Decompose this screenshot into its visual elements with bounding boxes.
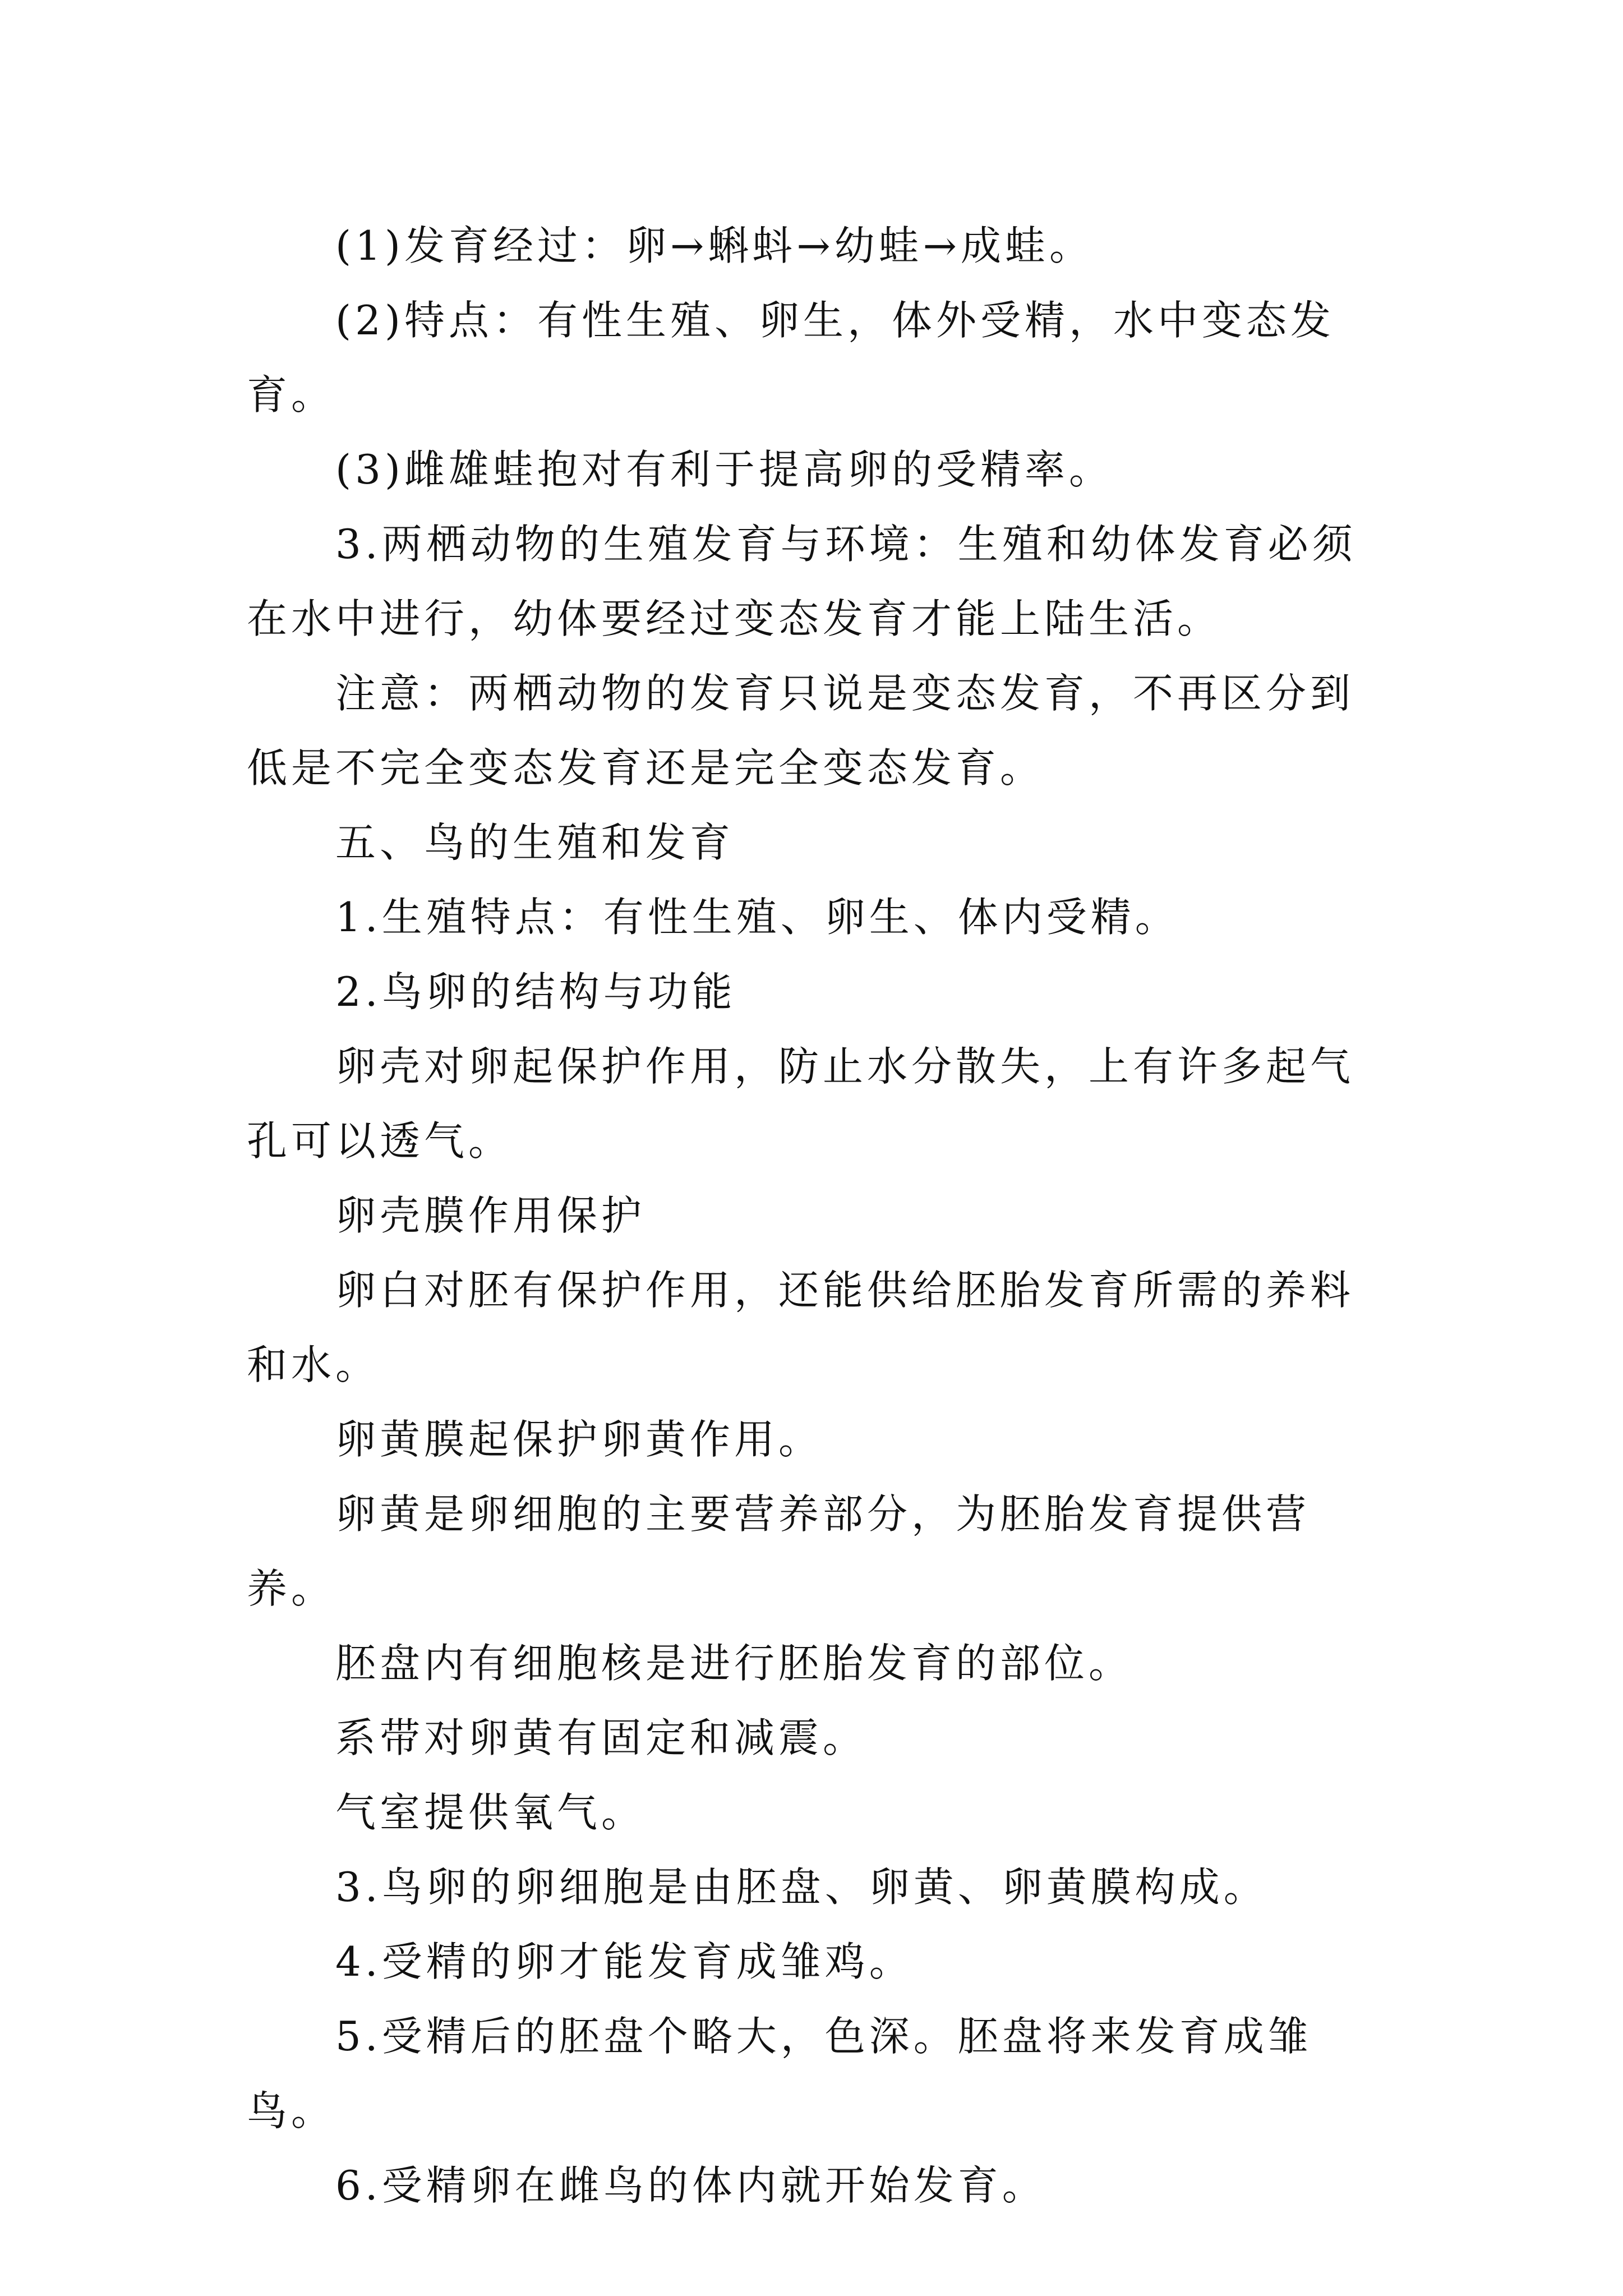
paragraph: (1)发育经过：卵→蝌蚪→幼蛙→成蛙。 — [335, 222, 1094, 269]
paragraph: 卵黄是卵细胞的主要营养部分，为胚胎发育提供营养。 — [247, 1490, 1311, 1612]
paragraph: 6.受精卵在雌鸟的体内就开始发育。 — [335, 2162, 1046, 2209]
paragraph: 2.鸟卵的结构与功能 — [335, 968, 736, 1015]
paragraph: 卵白对胚有保护作用，还能供给胚胎发育所需的养料和水。 — [247, 1267, 1355, 1388]
paragraph: 3.鸟卵的卵细胞是由胚盘、卵黄、卵黄膜构成。 — [335, 1864, 1268, 1911]
paragraph: 4.受精的卵才能发育成雏鸡。 — [335, 1938, 914, 1985]
paragraph: 5.受精后的胚盘个略大，色深。胚盘将来发育成雏鸟。 — [247, 2013, 1312, 2134]
paragraph: 卵壳对卵起保护作用，防止水分散失，上有许多起气孔可以透气。 — [247, 1043, 1355, 1165]
paragraph: 胚盘内有细胞核是进行胚胎发育的部位。 — [335, 1640, 1133, 1687]
paragraph: 3.两栖动物的生殖发育与环境：生殖和幼体发育必须在水中进行，幼体要经过变态发育才能上陆生活。 — [247, 521, 1357, 642]
paragraph: (2)特点：有性生殖、卵生，体外受精，水中变态发育。 — [247, 297, 1335, 418]
paragraph: 注意：两栖动物的发育只说是变态发育，不再区分到低是不完全变态发育还是完全变态发育。 — [247, 670, 1355, 792]
paragraph: 系带对卵黄有固定和减震。 — [335, 1714, 868, 1761]
section-heading: 五、鸟的生殖和发育 — [335, 819, 735, 866]
paragraph: (3)雌雄蛙抱对有利于提高卵的受精率。 — [335, 446, 1113, 493]
paragraph: 卵壳膜作用保护 — [335, 1192, 646, 1239]
paragraph: 卵黄膜起保护卵黄作用。 — [335, 1416, 823, 1463]
document-body — [247, 209, 1391, 2223]
paragraph: 气室提供氧气。 — [335, 1789, 646, 1836]
paragraph: 1.生殖特点：有性生殖、卵生、体内受精。 — [335, 894, 1179, 941]
